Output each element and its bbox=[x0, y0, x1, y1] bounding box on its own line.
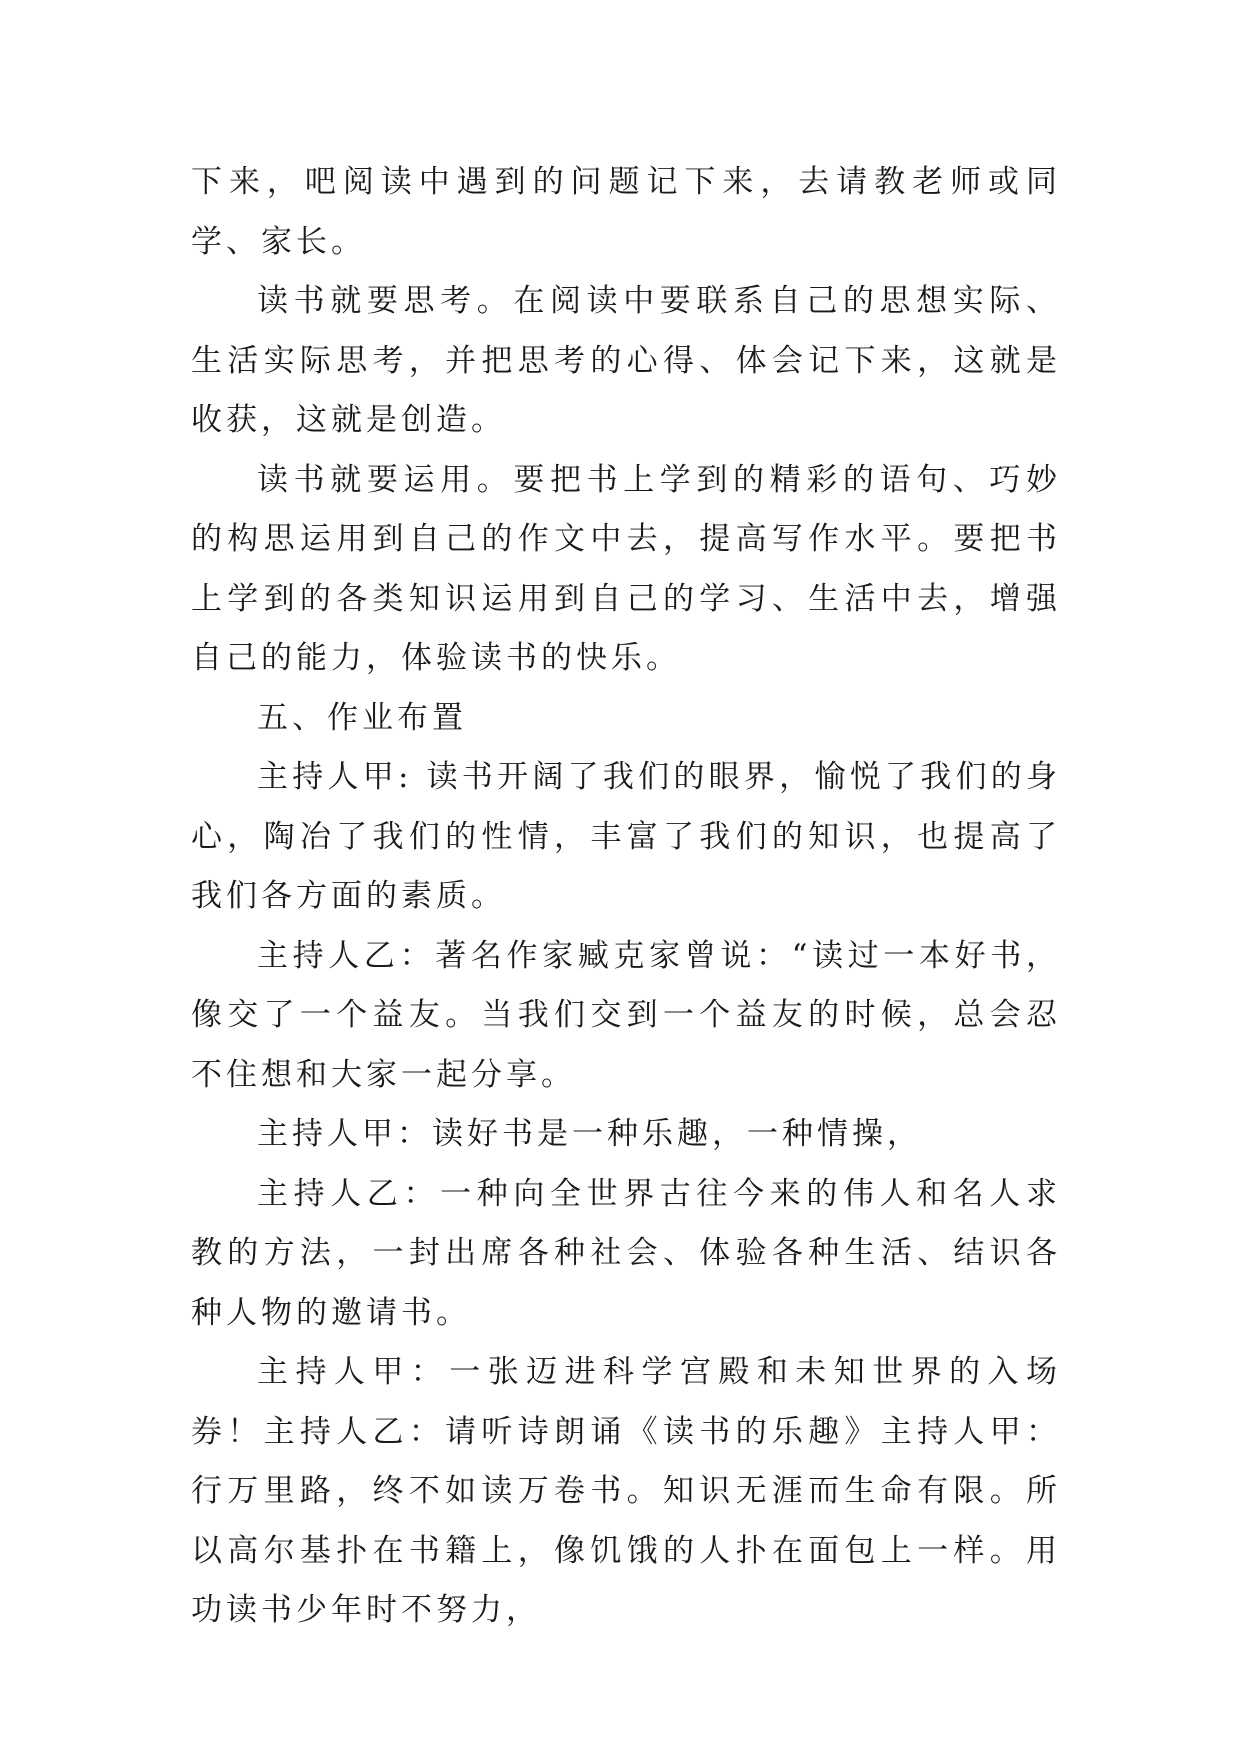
paragraph: 主持人乙：一种向全世界古往今来的伟人和名人求教的方法，一封出席各种社会、体验各种生活、结识各种人物的邀请书。 bbox=[191, 1175, 1061, 1331]
paragraph: 主持人乙：著名作家臧克家曾说：“读过一本好书，像交了一个益友。当我们交到一个益友的时候，总会忍不住想和大家一起分享。 bbox=[191, 937, 1061, 1093]
paragraph: 读书就要思考。在阅读中要联系自己的思想实际、生活实际思考，并把思考的心得、体会记下来，这就是收获，这就是创造。 bbox=[191, 283, 1061, 438]
paragraph: 主持人甲：读好书是一种乐趣，一种情操， bbox=[257, 1116, 922, 1152]
paragraph: 主持人甲：一张迈进科学宫殿和未知世界的入场券！主持人乙：请听诗朗诵《读书的乐趣》主持人甲：行万里路，终不如读万卷书。知识无涯而生命有限。所以高尔基扑在书籍上，像饥饿的人扑在面包上一样。用功读书少年时不努力， bbox=[191, 1354, 1061, 1628]
paragraph: 主持人甲: 读书开阔了我们的眼界，愉悦了我们的身心，陶冶了我们的性情，丰富了我们的知识，也提高了我们各方面的素质。 bbox=[191, 759, 1061, 914]
paragraph: 下来，吧阅读中遇到的问题记下来，去请教老师或同学、家长。 bbox=[191, 164, 1061, 260]
document-body bbox=[191, 153, 1061, 1641]
section-heading: 五、作业布置 bbox=[257, 699, 467, 736]
paragraph: 读书就要运用。要把书上学到的精彩的语句、巧妙的构思运用到自己的作文中去，提高写作水平。要把书上学到的各类知识运用到自己的学习、生活中去，增强自己的能力，体验读书的快乐。 bbox=[191, 461, 1061, 676]
